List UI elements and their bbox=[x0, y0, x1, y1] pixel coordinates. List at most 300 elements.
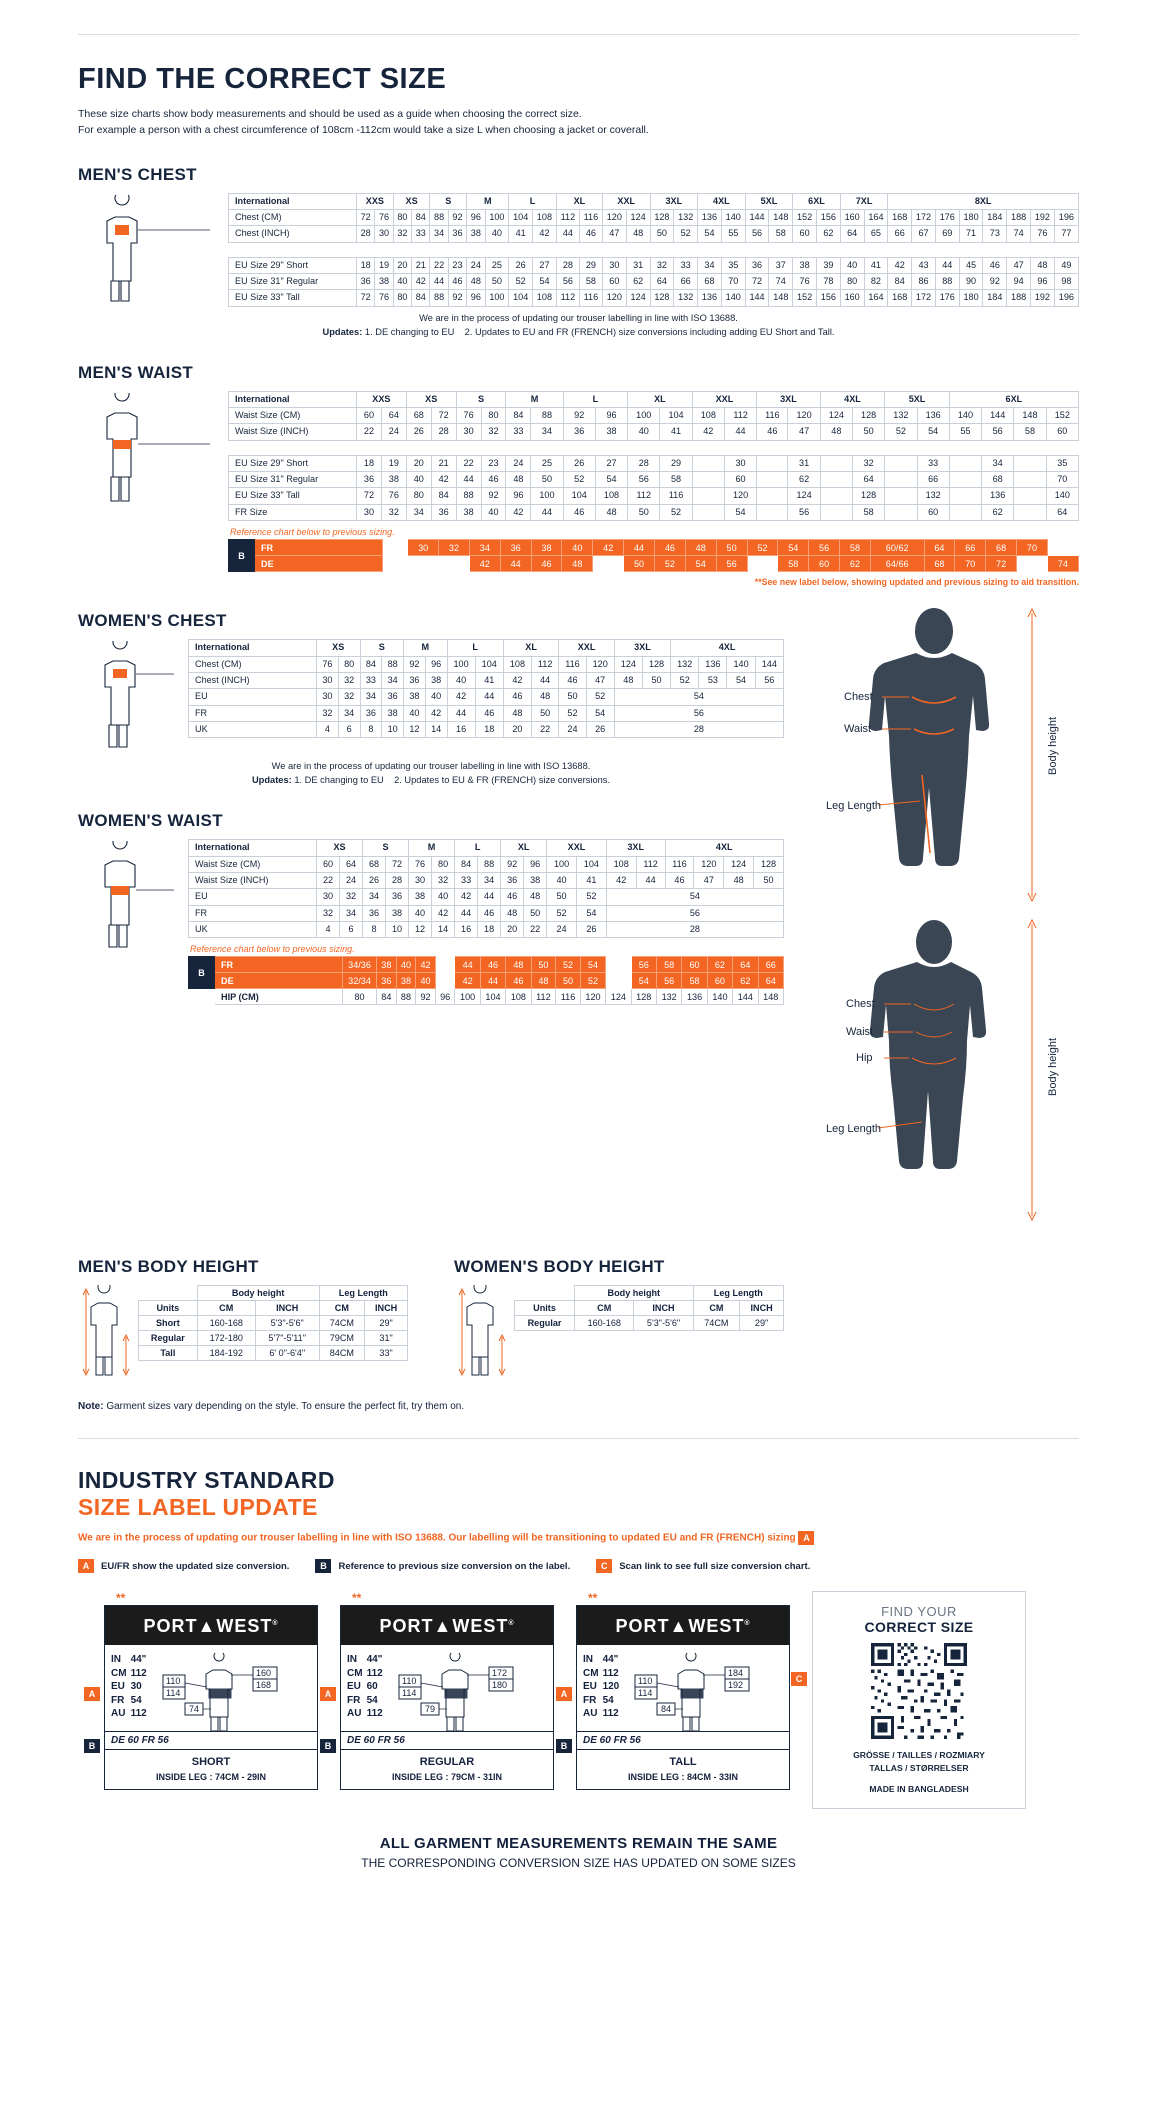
row-label: Waist Size (CM) bbox=[229, 408, 357, 424]
row-cell: 18 bbox=[478, 922, 501, 938]
row-cell: 56 bbox=[606, 905, 783, 921]
row-cell: 52 bbox=[509, 273, 533, 289]
row-cell: 12 bbox=[409, 922, 432, 938]
svg-text:160: 160 bbox=[255, 1668, 271, 1679]
row-cell: 34 bbox=[430, 226, 448, 242]
row-cell: 24 bbox=[381, 424, 406, 440]
womens-body-height-table bbox=[514, 1285, 784, 1331]
mens-chest-heading: MEN'S CHEST bbox=[78, 164, 197, 184]
row-label: EU Size 29" Short bbox=[229, 455, 357, 471]
row-cell: 44 bbox=[447, 705, 475, 721]
table-header-label: International bbox=[189, 640, 317, 656]
row-cell: 52 bbox=[671, 672, 699, 688]
row-cell: 160 bbox=[840, 290, 864, 306]
label-inside-leg: INSIDE LEG : 79CM - 31IN bbox=[391, 1771, 503, 1782]
row-cell: 60 bbox=[917, 504, 949, 520]
previous-sizing-cell bbox=[606, 973, 631, 989]
top-divider bbox=[78, 34, 1079, 35]
row-cell: 56 bbox=[614, 705, 783, 721]
row-cell: 88 bbox=[935, 273, 959, 289]
previous-sizing-cell: 50 bbox=[624, 556, 655, 572]
row-cell: 67 bbox=[912, 226, 936, 242]
row-cell: 140 bbox=[721, 290, 745, 306]
bh-units-row bbox=[139, 1301, 408, 1316]
hip-cell: 104 bbox=[480, 989, 505, 1005]
table-header-row bbox=[229, 391, 1079, 407]
row-cell: 168 bbox=[888, 290, 912, 306]
row-cell: 33 bbox=[506, 424, 531, 440]
female-label-chest: Chest bbox=[846, 998, 875, 1011]
previous-sizing-row bbox=[229, 556, 1079, 572]
label-size-key: FR bbox=[583, 1694, 597, 1706]
row-cell: 92 bbox=[404, 656, 426, 672]
row-cell: 60 bbox=[357, 408, 382, 424]
hip-cell: 108 bbox=[506, 989, 531, 1005]
svg-text:110: 110 bbox=[638, 1676, 653, 1687]
row-cell: 50 bbox=[531, 472, 563, 488]
row-cell bbox=[885, 455, 917, 471]
row-cell: 19 bbox=[375, 257, 393, 273]
previous-sizing-cell: 54 bbox=[778, 540, 809, 556]
row-cell: 18 bbox=[357, 455, 382, 471]
previous-sizing-cell: 54 bbox=[580, 957, 605, 973]
table-header-row bbox=[189, 640, 784, 656]
previous-sizing-cell: 46 bbox=[531, 556, 562, 572]
row-cell: 33 bbox=[917, 455, 949, 471]
row-cell: 88 bbox=[430, 290, 448, 306]
row-cell: 34 bbox=[406, 504, 431, 520]
row-cell: 46 bbox=[579, 226, 602, 242]
row-cell: 34 bbox=[338, 705, 360, 721]
label-size-key: CM bbox=[111, 1667, 127, 1679]
size-header-cell: M bbox=[404, 640, 448, 656]
row-cell: 88 bbox=[430, 209, 448, 225]
row-cell: 38 bbox=[409, 889, 432, 905]
previous-sizing-cell: 48 bbox=[531, 973, 556, 989]
bh-cell: 33" bbox=[365, 1346, 408, 1361]
row-cell: 40 bbox=[481, 504, 506, 520]
hip-cell: 80 bbox=[343, 989, 377, 1005]
size-header-cell: 6XL bbox=[949, 391, 1078, 407]
table-row bbox=[189, 672, 784, 688]
row-cell: 44 bbox=[935, 257, 959, 273]
table-row bbox=[229, 273, 1079, 289]
row-cell: 80 bbox=[481, 408, 506, 424]
previous-sizing-cell bbox=[383, 540, 396, 556]
row-cell: 46 bbox=[563, 504, 595, 520]
mens-waist-ref-note: Reference chart below to previous sizing. bbox=[230, 527, 395, 538]
row-cell: 70 bbox=[1046, 472, 1078, 488]
row-cell: 52 bbox=[547, 905, 577, 921]
row-cell: 76 bbox=[1031, 226, 1055, 242]
womens-chest-figure bbox=[78, 639, 188, 751]
table-header-label: International bbox=[229, 391, 357, 407]
row-cell bbox=[820, 472, 852, 488]
row-cell: 42 bbox=[447, 689, 475, 705]
row-cell: 32 bbox=[481, 424, 506, 440]
bh-col-leglength: Leg Length bbox=[693, 1286, 783, 1301]
row-cell: 136 bbox=[698, 209, 722, 225]
row-cell: 47 bbox=[788, 424, 820, 440]
row-cell: 70 bbox=[721, 273, 745, 289]
size-header-cell: XS bbox=[317, 840, 363, 856]
row-cell: 136 bbox=[917, 408, 949, 424]
row-label: Waist Size (CM) bbox=[189, 856, 317, 872]
row-cell: 38 bbox=[381, 472, 406, 488]
row-cell: 40 bbox=[485, 226, 509, 242]
row-cell: 148 bbox=[769, 209, 793, 225]
row-cell: 50 bbox=[650, 226, 674, 242]
row-cell: 36 bbox=[563, 424, 595, 440]
row-cell bbox=[757, 504, 788, 520]
row-cell: 120 bbox=[788, 408, 820, 424]
previous-sizing-cell: 42 bbox=[469, 556, 500, 572]
previous-sizing-cell: 36 bbox=[377, 973, 397, 989]
row-cell: 152 bbox=[793, 290, 817, 306]
male-measurement-figure bbox=[804, 605, 1079, 910]
row-cell: 72 bbox=[431, 408, 456, 424]
womens-chest-heading: WOMEN'S CHEST bbox=[78, 611, 227, 631]
row-cell bbox=[692, 455, 724, 471]
row-cell: 116 bbox=[579, 209, 602, 225]
row-cell: 94 bbox=[1007, 273, 1031, 289]
size-header-cell: XL bbox=[556, 193, 602, 209]
womens-updates-label: Updates: bbox=[251, 775, 292, 786]
row-cell: 27 bbox=[595, 455, 627, 471]
bh-cell: 6' 0"-6'4" bbox=[255, 1346, 319, 1361]
row-cell: 54 bbox=[917, 424, 949, 440]
row-cell: 16 bbox=[455, 922, 478, 938]
row-cell: 41 bbox=[576, 872, 606, 888]
row-cell: 62 bbox=[788, 472, 820, 488]
bh-units-label: Units bbox=[515, 1301, 575, 1316]
previous-sizing-cell: 74 bbox=[1047, 556, 1078, 572]
row-cell: 56 bbox=[556, 273, 579, 289]
label-size-value: 112 bbox=[130, 1708, 147, 1720]
table-row bbox=[189, 889, 784, 905]
tag-b-icon: B bbox=[556, 1739, 572, 1753]
previous-sizing-label: FR bbox=[215, 957, 343, 973]
row-cell: 36 bbox=[745, 257, 769, 273]
row-cell: 42 bbox=[455, 889, 478, 905]
row-cell: 31 bbox=[626, 257, 650, 273]
row-cell: 120 bbox=[694, 856, 724, 872]
row-cell: 56 bbox=[755, 672, 783, 688]
row-cell: 66 bbox=[888, 226, 912, 242]
label-stars: ** bbox=[116, 1591, 126, 1606]
womens-update-item-1: 1. DE changing to EU bbox=[294, 775, 384, 786]
row-cell: 62 bbox=[626, 273, 650, 289]
previous-sizing-cell bbox=[383, 556, 396, 572]
row-cell: 44 bbox=[455, 905, 478, 921]
row-cell: 56 bbox=[628, 472, 660, 488]
row-cell: 48 bbox=[1031, 257, 1055, 273]
hip-cell: 128 bbox=[631, 989, 656, 1005]
row-label: Chest (INCH) bbox=[189, 672, 317, 688]
hip-cell: 120 bbox=[580, 989, 605, 1005]
row-cell: 96 bbox=[467, 290, 485, 306]
row-cell: 22 bbox=[532, 722, 559, 738]
row-cell: 68 bbox=[406, 408, 431, 424]
bh-cell: 29" bbox=[365, 1316, 408, 1331]
row-cell: 92 bbox=[983, 273, 1007, 289]
row-cell: 42 bbox=[432, 905, 455, 921]
row-cell: 128 bbox=[650, 209, 674, 225]
row-cell: 120 bbox=[586, 656, 614, 672]
row-cell: 140 bbox=[721, 209, 745, 225]
row-cell: 52 bbox=[586, 689, 614, 705]
size-header-cell: XS bbox=[406, 391, 456, 407]
label-size-key: CM bbox=[583, 1667, 599, 1679]
womens-waist-previous-sizing-table bbox=[188, 956, 784, 1005]
row-label: FR bbox=[189, 905, 317, 921]
previous-sizing-cell: 56 bbox=[631, 957, 656, 973]
row-cell: 80 bbox=[338, 656, 360, 672]
row-cell: 20 bbox=[501, 922, 524, 938]
row-cell: 84 bbox=[455, 856, 478, 872]
previous-sizing-cell: 60 bbox=[707, 973, 732, 989]
row-cell: 12 bbox=[404, 722, 426, 738]
bh-unit-cell: INCH bbox=[740, 1301, 784, 1316]
row-cell: 156 bbox=[816, 209, 840, 225]
previous-sizing-cell bbox=[435, 957, 455, 973]
size-header-cell: M bbox=[506, 391, 563, 407]
row-cell: 41 bbox=[475, 672, 503, 688]
hip-cell: 116 bbox=[556, 989, 581, 1005]
svg-text:114: 114 bbox=[401, 1688, 417, 1699]
previous-sizing-cell: 32 bbox=[439, 540, 470, 556]
row-label: EU Size 31" Regular bbox=[229, 273, 357, 289]
label-figure bbox=[629, 1653, 783, 1727]
womens-body-height-figure bbox=[454, 1285, 514, 1377]
row-cell: 108 bbox=[533, 290, 557, 306]
row-cell: 44 bbox=[475, 689, 503, 705]
row-cell: 84 bbox=[412, 290, 430, 306]
row-cell: 21 bbox=[431, 455, 456, 471]
previous-sizing-cell bbox=[1047, 540, 1078, 556]
row-cell: 36 bbox=[357, 273, 375, 289]
row-cell: 112 bbox=[724, 408, 756, 424]
bh-header-row bbox=[139, 1286, 408, 1301]
previous-sizing-cell: 68 bbox=[924, 556, 955, 572]
row-label: UK bbox=[189, 922, 317, 938]
row-cell: 48 bbox=[532, 689, 559, 705]
row-cell: 64 bbox=[853, 472, 885, 488]
row-cell: 46 bbox=[478, 905, 501, 921]
row-cell: 37 bbox=[769, 257, 793, 273]
mens-waist-table bbox=[228, 391, 1079, 522]
tag-a-icon: A bbox=[798, 1531, 814, 1545]
label-fit: SHORT bbox=[191, 1756, 231, 1769]
row-cell: 152 bbox=[1046, 408, 1078, 424]
row-cell: 65 bbox=[864, 226, 888, 242]
table-header-label: International bbox=[189, 840, 317, 856]
row-cell: 48 bbox=[724, 872, 754, 888]
row-cell: 32 bbox=[340, 889, 363, 905]
row-cell: 34 bbox=[478, 872, 501, 888]
tag-a-icon: A bbox=[320, 1687, 336, 1701]
previous-sizing-label: DE bbox=[215, 973, 343, 989]
male-label-waist: Waist bbox=[844, 723, 872, 736]
previous-sizing-cell: 48 bbox=[506, 957, 531, 973]
size-header-cell: XL bbox=[503, 640, 558, 656]
row-cell: 33 bbox=[412, 226, 430, 242]
size-header-cell: XXL bbox=[692, 391, 757, 407]
table-row bbox=[189, 872, 784, 888]
row-cell: 33 bbox=[360, 672, 382, 688]
svg-text:84: 84 bbox=[661, 1704, 672, 1715]
row-label: EU Size 33" Tall bbox=[229, 488, 357, 504]
row-cell: 50 bbox=[559, 689, 586, 705]
row-cell: 152 bbox=[793, 209, 817, 225]
row-cell: 72 bbox=[745, 273, 769, 289]
label-size-value: 112 bbox=[602, 1708, 619, 1720]
row-cell: 112 bbox=[556, 290, 579, 306]
row-cell: 40 bbox=[409, 905, 432, 921]
label-card bbox=[88, 1591, 318, 1790]
bh-row bbox=[139, 1316, 408, 1331]
row-cell: 80 bbox=[393, 290, 411, 306]
row-cell bbox=[757, 472, 788, 488]
row-cell: 96 bbox=[425, 656, 447, 672]
row-cell: 46 bbox=[448, 273, 466, 289]
previous-sizing-cell: 64/66 bbox=[870, 556, 924, 572]
row-cell: 28 bbox=[606, 922, 783, 938]
size-header-cell: 3XL bbox=[614, 640, 670, 656]
size-header-cell: L bbox=[509, 193, 557, 209]
previous-sizing-cell: 34/36 bbox=[343, 957, 377, 973]
row-cell: 38 bbox=[595, 424, 627, 440]
row-cell bbox=[1014, 504, 1046, 520]
row-label: Chest (INCH) bbox=[229, 226, 357, 242]
tag-b-icon: B bbox=[189, 957, 215, 989]
previous-sizing-cell: 56 bbox=[656, 973, 681, 989]
row-cell: 72 bbox=[386, 856, 409, 872]
label-size-value: 30 bbox=[130, 1681, 142, 1693]
row-cell bbox=[949, 472, 981, 488]
row-cell: 72 bbox=[357, 209, 375, 225]
row-cell: 32 bbox=[393, 226, 411, 242]
row-cell: 100 bbox=[547, 856, 577, 872]
row-cell: 47 bbox=[602, 226, 626, 242]
legend-item-c bbox=[596, 1559, 810, 1573]
row-cell: 100 bbox=[485, 209, 509, 225]
row-cell: 34 bbox=[360, 689, 382, 705]
row-cell: 50 bbox=[853, 424, 885, 440]
row-cell: 74 bbox=[769, 273, 793, 289]
tag-a-icon: A bbox=[84, 1687, 100, 1701]
row-cell: 34 bbox=[340, 905, 363, 921]
bh-unit-cell: INCH bbox=[634, 1301, 693, 1316]
row-cell: 104 bbox=[660, 408, 692, 424]
row-cell: 90 bbox=[959, 273, 983, 289]
row-cell: 68 bbox=[982, 472, 1014, 488]
row-cell: 100 bbox=[628, 408, 660, 424]
bh-unit-cell: INCH bbox=[365, 1301, 408, 1316]
size-header-cell: 4XL bbox=[665, 840, 783, 856]
row-cell: 48 bbox=[614, 672, 642, 688]
row-cell: 10 bbox=[386, 922, 409, 938]
row-cell: 36 bbox=[386, 889, 409, 905]
row-cell: 184 bbox=[983, 209, 1007, 225]
previous-sizing-cell: 62 bbox=[707, 957, 732, 973]
row-cell: 136 bbox=[699, 656, 727, 672]
label-size-value: 112 bbox=[366, 1667, 383, 1679]
row-cell: 124 bbox=[788, 488, 820, 504]
row-cell: 80 bbox=[432, 856, 455, 872]
row-cell: 73 bbox=[983, 226, 1007, 242]
row-cell: 128 bbox=[650, 290, 674, 306]
measurement-figures bbox=[804, 605, 1079, 1231]
row-label: Chest (CM) bbox=[189, 656, 317, 672]
previous-sizing-cell: 44 bbox=[455, 957, 480, 973]
row-cell: 49 bbox=[1054, 257, 1078, 273]
mens-waist-heading: MEN'S WAIST bbox=[78, 362, 194, 382]
row-cell: 38 bbox=[375, 273, 393, 289]
legend-tag-b-icon: B bbox=[315, 1559, 331, 1573]
bh-corner bbox=[515, 1286, 575, 1301]
bh-row-label: Regular bbox=[515, 1316, 575, 1331]
row-cell: 116 bbox=[579, 290, 602, 306]
row-cell: 30 bbox=[602, 257, 626, 273]
female-label-height: Body height bbox=[1047, 1038, 1059, 1097]
row-cell: 58 bbox=[769, 226, 793, 242]
row-cell: 38 bbox=[382, 705, 404, 721]
row-cell: 36 bbox=[404, 672, 426, 688]
size-header-cell: 5XL bbox=[745, 193, 793, 209]
row-cell: 21 bbox=[412, 257, 430, 273]
label-size-value: 54 bbox=[366, 1694, 378, 1706]
previous-sizing-cell: 70 bbox=[1017, 540, 1048, 556]
bottom-note-1: ALL GARMENT MEASUREMENTS REMAIN THE SAME bbox=[379, 1834, 778, 1852]
row-cell bbox=[820, 455, 852, 471]
bh-row bbox=[515, 1316, 784, 1331]
row-cell: 28 bbox=[628, 455, 660, 471]
row-cell: 88 bbox=[382, 656, 404, 672]
row-cell: 34 bbox=[982, 455, 1014, 471]
row-cell: 100 bbox=[531, 488, 563, 504]
row-cell: 140 bbox=[949, 408, 981, 424]
womens-waist-update-note bbox=[78, 761, 784, 785]
svg-text:172: 172 bbox=[491, 1668, 507, 1679]
row-cell: 64 bbox=[340, 856, 363, 872]
row-cell: 62 bbox=[816, 226, 840, 242]
row-cell: 104 bbox=[509, 290, 533, 306]
footnote-text: Garment sizes vary depending on the style. To ensure the perfect fit, try them on. bbox=[103, 1401, 465, 1413]
row-cell: 38 bbox=[456, 504, 481, 520]
row-cell: 14 bbox=[425, 722, 447, 738]
row-cell: 54 bbox=[595, 472, 627, 488]
row-cell: 76 bbox=[375, 290, 393, 306]
row-cell bbox=[820, 504, 852, 520]
row-cell: 64 bbox=[840, 226, 864, 242]
row-cell: 54 bbox=[727, 672, 755, 688]
womens-body-height-heading: WOMEN'S BODY HEIGHT bbox=[454, 1257, 665, 1277]
row-cell bbox=[885, 472, 917, 488]
row-cell: 120 bbox=[602, 209, 626, 225]
size-header-cell: M bbox=[409, 840, 455, 856]
label-fit: REGULAR bbox=[419, 1756, 475, 1769]
female-label-hip: Hip bbox=[856, 1052, 873, 1065]
row-cell: 176 bbox=[935, 209, 959, 225]
previous-sizing-cell: 32/34 bbox=[343, 973, 377, 989]
row-cell: 104 bbox=[475, 656, 503, 672]
row-cell: 140 bbox=[1046, 488, 1078, 504]
row-cell: 40 bbox=[628, 424, 660, 440]
previous-sizing-cell: 40 bbox=[396, 957, 416, 973]
row-cell: 28 bbox=[556, 257, 579, 273]
row-cell: 88 bbox=[478, 856, 501, 872]
